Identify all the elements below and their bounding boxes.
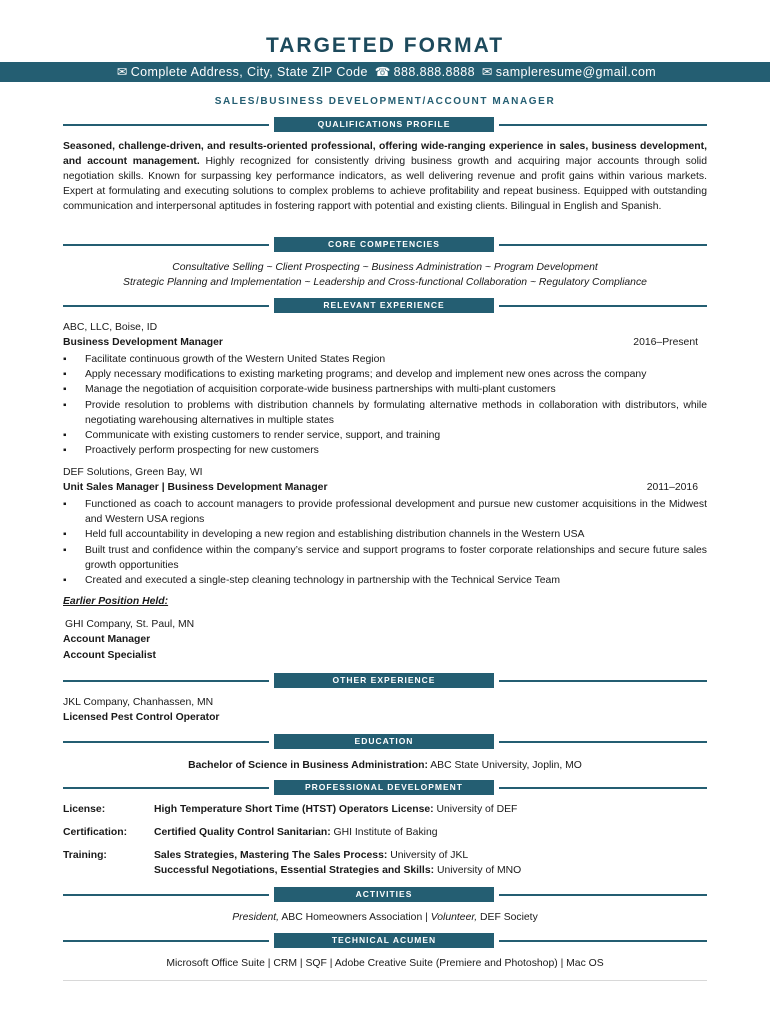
qualifications-text <box>63 139 707 214</box>
contact-bar <box>0 62 770 82</box>
activities-heading: ACTIVITIES <box>274 887 494 902</box>
envelope-icon: ✉ <box>481 65 493 79</box>
job-1-company: ABC, LLC, Boise, ID <box>63 322 158 333</box>
section-rule-right <box>499 894 707 896</box>
earlier-role-1: Account Manager <box>63 634 151 645</box>
job-2-title: Unit Sales Manager | Business Development Manager <box>63 482 328 493</box>
training-org-1: University of JKL <box>387 850 469 861</box>
section-rule-left <box>63 787 269 789</box>
certification-value <box>154 827 438 838</box>
activity-role-1: President, <box>232 912 280 923</box>
list-item: ▪ Manage the negotiation of acquisition corporate-wide business partnerships with multi-plant customers <box>63 382 707 397</box>
training-label: Training: <box>63 850 107 861</box>
job-1-dates: 2016–Present <box>633 337 698 348</box>
certification-label: Certification: <box>63 827 128 838</box>
list-item: ▪ Apply necessary modifications to existing marketing programs; and develop and implement new ones across the company <box>63 367 707 382</box>
earlier-position-label: Earlier Position Held: <box>63 596 169 607</box>
mailbox-icon: ✉︎ <box>116 65 128 79</box>
phone-icon: ☎ <box>374 65 391 79</box>
section-rule-left <box>63 680 269 682</box>
technical-skills: Microsoft Office Suite | CRM | SQF | Adobe Creative Suite (Premiere and Photoshop) | Mac OS <box>166 958 604 969</box>
qualifications-body: Highly recognized for consistently driving business growth and acquiring major accounts through solid negotiation skills. Known for surpassing key performance indicators, as well delivering revenue and profit gains within various markets. Expert at formulating and executing solutions to complex problems to achieve profitability and repeat business. Equipped with outstanding communication and interpersonal aptitudes in fostering rapport with potential and existing clients. Bilingual in English and Spanish. <box>63 156 707 212</box>
experience-heading: RELEVANT EXPERIENCE <box>274 298 494 313</box>
contact-email[interactable]: sampleresume@gmail.com <box>495 65 657 79</box>
other-company: JKL Company, Chanhassen, MN <box>63 697 214 708</box>
section-rule-right <box>499 741 707 743</box>
competencies-heading: CORE COMPETENCIES <box>274 237 494 252</box>
training-value-1 <box>154 850 468 861</box>
training-org-2: University of MNO <box>434 865 522 876</box>
list-item: ▪ Created and executed a single-step cleaning technology in partnership with the Technical Service Team <box>63 573 707 588</box>
list-item: ▪ Held full accountability in developing a new region and establishing distribution channels in the Western USA <box>63 527 707 542</box>
section-rule-left <box>63 244 269 246</box>
license-value <box>154 804 517 815</box>
list-item: ▪ Built trust and confidence within the company’s service and support programs to foster corporate relationships and secure future sales growth opportunities <box>63 543 707 573</box>
activity-org-1: ABC Homeowners Association | <box>279 912 431 923</box>
section-rule-left <box>63 305 269 307</box>
footer-divider <box>63 980 707 981</box>
activity-org-2: DEF Society <box>477 912 538 923</box>
list-item: ▪ Functioned as coach to account managers to provide professional development and pursue new customer acquisitions in the Midwest and Western USA regions <box>63 497 707 527</box>
contact-phone: 888.888.8888 <box>393 65 475 79</box>
section-rule-right <box>499 305 707 307</box>
competencies-line-2: Strategic Planning and Implementation ~ Leadership and Cross-functional Collaboration ~ Regulatory Compliance <box>123 277 647 288</box>
education-degree: Bachelor of Science in Business Administration: <box>188 760 428 771</box>
section-rule-left <box>63 124 269 126</box>
list-item: ▪ Facilitate continuous growth of the Western United States Region <box>63 352 707 367</box>
section-rule-left <box>63 894 269 896</box>
education-line <box>0 759 770 773</box>
list-item: ▪ Communicate with existing customers to render service, support, and training <box>63 428 707 443</box>
pro-dev-heading: PROFESSIONAL DEVELOPMENT <box>274 780 494 795</box>
earlier-role-2: Account Specialist <box>63 650 156 661</box>
section-rule-left <box>63 940 269 942</box>
license-label: License: <box>63 804 106 815</box>
training-name-2: Successful Negotiations, Essential Strategies and Skills: <box>154 865 435 876</box>
qualifications-heading: QUALIFICATIONS PROFILE <box>274 117 494 132</box>
job-1-title: Business Development Manager <box>63 337 223 348</box>
section-rule-right <box>499 940 707 942</box>
job-2-bullets <box>63 497 707 588</box>
technical-heading: TECHNICAL ACUMEN <box>274 933 494 948</box>
job-1-bullets <box>63 352 707 458</box>
education-school: ABC State University, Joplin, MO <box>427 760 582 771</box>
job-2-company: DEF Solutions, Green Bay, WI <box>63 467 203 478</box>
other-title: Licensed Pest Control Operator <box>63 712 220 723</box>
activity-role-2: Volunteer, <box>430 912 478 923</box>
license-name: High Temperature Short Time (HTST) Operators License: <box>154 804 434 815</box>
license-org: University of DEF <box>433 804 518 815</box>
section-rule-right <box>499 787 707 789</box>
section-rule-left <box>63 741 269 743</box>
resume-name: TARGETED FORMAT <box>265 34 505 57</box>
education-heading: EDUCATION <box>274 734 494 749</box>
section-rule-right <box>499 244 707 246</box>
competencies-line-1: Consultative Selling ~ Client Prospecting ~ Business Administration ~ Program Development <box>172 262 598 273</box>
contact-address: Complete Address, City, State ZIP Code <box>130 65 368 79</box>
section-rule-right <box>499 124 707 126</box>
earlier-company: GHI Company, St. Paul, MN <box>65 619 195 630</box>
list-item: ▪ Proactively perform prospecting for new customers <box>63 443 707 458</box>
job-2-dates: 2011–2016 <box>646 482 698 493</box>
training-value-2 <box>154 865 521 876</box>
target-title: SALES/BUSINESS DEVELOPMENT/ACCOUNT MANAGER <box>214 96 556 107</box>
certification-org: GHI Institute of Baking <box>330 827 438 838</box>
qualifications-lead: Seasoned, challenge-driven, and results-oriented professional, offering wide-ranging experience in sales, business development, and account management. <box>63 141 707 167</box>
other-experience-heading: OTHER EXPERIENCE <box>274 673 494 688</box>
list-item: ▪ Provide resolution to problems with distribution channels by formulating alternative methods in collaboration with distributors, while negotiating warehousing alternatives in multiple states <box>63 398 707 428</box>
activities-line <box>0 911 770 925</box>
training-name-1: Sales Strategies, Mastering The Sales Process: <box>154 850 388 861</box>
certification-name: Certified Quality Control Sanitarian: <box>154 827 331 838</box>
section-rule-right <box>499 680 707 682</box>
